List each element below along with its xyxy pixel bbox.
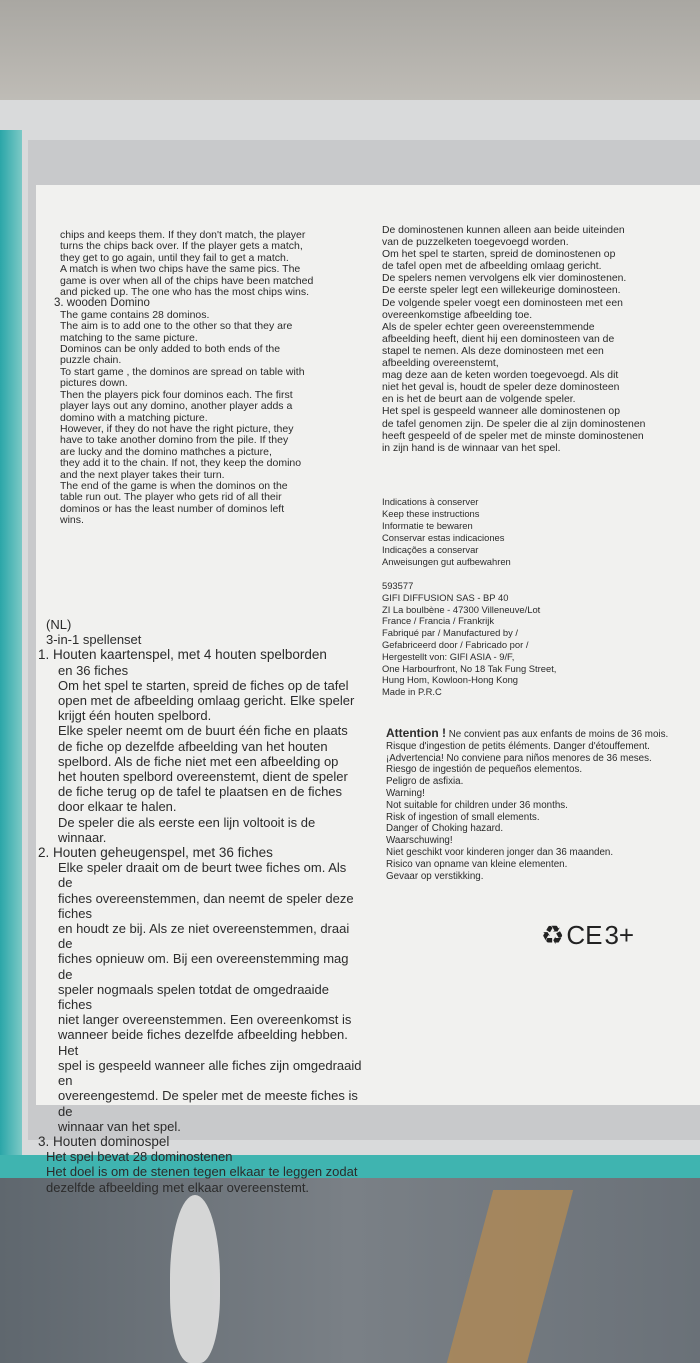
text-line: Not suitable for children under 36 months.	[386, 799, 568, 811]
text-line: domino with a matching picture.	[60, 411, 208, 424]
text-line: Gevaar op verstikking.	[386, 870, 484, 882]
text-line: de tafel open met de afbeelding omlaag gericht.	[382, 261, 602, 273]
text-line: Het spel bevat 28 dominostenen	[46, 1149, 233, 1165]
text-line: matching to the same picture.	[60, 331, 198, 344]
text-line: Hergestellt von: GIFI ASIA - 9/F,	[382, 650, 515, 662]
text-line: Risk of ingestion of small elements.	[386, 811, 540, 823]
text-line: De speler die als eerste een lijn voltooit is de winnaar.	[58, 814, 316, 845]
text-line: wins.	[60, 514, 84, 527]
text-line: Anweisungen gut aufbewahren	[382, 556, 511, 568]
text-line: Als de speler echter geen overeenstemmende	[382, 321, 595, 333]
text-line: De spelers nemen vervolgens elk vier dominostenen.	[382, 273, 627, 285]
text-line: door elkaar te halen.	[58, 799, 177, 815]
text-line: niet het geval is, houdt de speler deze dominosteen	[382, 382, 620, 394]
compliance-marks	[541, 920, 636, 951]
text-line: Conservar estas indicaciones	[382, 532, 505, 544]
memory-game-continued	[60, 230, 350, 298]
text-line: overeengestemd. De speler met de meeste fiches is de	[58, 1088, 358, 1119]
safety-warning	[386, 728, 700, 882]
text-line: Om het spel te starten, spreid de fiches op de tafel	[58, 677, 349, 693]
text-line: en 36 fiches	[58, 662, 129, 678]
text-line: wanneer beide fiches dezelfde afbeelding hebben. Het	[58, 1027, 348, 1058]
text-line: One Harbourfront, No 18 Tak Fung Street,	[382, 662, 557, 674]
warning-title: Attention !	[386, 726, 446, 740]
text-line: heeft gespeeld of de speler met de minste dominostenen	[382, 430, 644, 442]
text-line: and picked up. The one who has the most chips wins.	[60, 286, 310, 299]
text-line: open met de afbeelding omlaag gericht. Elke speler	[58, 693, 355, 709]
text-line: afbeelding heeft, dient hij een dominosteen van de	[382, 333, 615, 345]
text-line: puzzle chain.	[60, 354, 122, 367]
text-line: en houdt ze bij. Als ze niet overeenstemmen, draai de	[58, 921, 350, 952]
text-line: player lays out any domino, another player adds a	[60, 400, 293, 413]
text-line: Riesgo de ingestión de pequeños elementos.	[386, 764, 583, 776]
floor-rug	[0, 1178, 700, 1363]
text-line: het houten spelbord overeenstemt, dient de speler	[58, 769, 348, 785]
ce-mark: CE	[566, 920, 603, 950]
text-line: pictures down.	[60, 377, 128, 390]
text-line: Made in P.R.C	[382, 686, 442, 698]
text-line: Elke speler neemt om de buurt één fiche en plaats	[58, 723, 348, 739]
text-line: Hung Hom, Kowloon-Hong Kong	[382, 674, 519, 686]
text-line: Warning!	[386, 787, 425, 799]
section-3-body	[46, 1149, 364, 1195]
text-line: they add it to the chain. If not, they keep the domino	[60, 457, 302, 470]
text-line: winnaar van het spel.	[58, 1118, 181, 1134]
age-mark: 3+	[604, 920, 635, 950]
domino-heading-en: 3. wooden Domino	[54, 297, 150, 310]
text-line: Elke speler draait om de beurt twee fiches om. Als de	[58, 860, 347, 891]
text-line: 593577	[382, 580, 414, 591]
text-line: The game contains 28 dominos.	[60, 308, 210, 321]
text-line: afbeelding overeenstemt,	[382, 358, 499, 370]
section-1-heading: 1. Houten kaartenspel, met 4 houten spelborden	[38, 647, 327, 663]
text-line: Peligro de asfixia.	[386, 776, 464, 788]
text-line: in zijn hand is de winnaar van het spel.	[382, 442, 561, 454]
text-line: fiches opnieuw om. Bij een overeenstemming mag de	[58, 951, 349, 982]
text-line: Waarschuwing!	[386, 835, 453, 847]
text-line: stapel te nemen. Als deze dominosteen met een	[382, 345, 604, 357]
text-line: de fiche terug op de tafel te plaatsen en de fiches	[58, 784, 343, 800]
text-line: Gefabriceerd door / Fabricado por /	[382, 638, 529, 650]
text-line: turns the chips back over. If the player gets a match,	[60, 240, 303, 253]
text-line: However, if they do not have the right picture, they	[60, 422, 294, 435]
text-line: Het spel is gespeeld wanneer alle dominostenen op	[382, 406, 620, 418]
text-line: overeenkomstige afbeelding toe.	[382, 309, 533, 321]
text-line: Informatie te bewaren	[382, 520, 473, 532]
section-3-heading: 3. Houten dominospel	[38, 1133, 170, 1149]
text-line: Fabriqué par / Manufactured by /	[382, 627, 519, 639]
text-line: are lucky and the domino mathches a picture,	[60, 445, 272, 458]
text-line: De volgende speler voegt een dominosteen met een	[382, 297, 623, 309]
domino-rules-en	[60, 310, 350, 527]
dutch-instructions	[38, 617, 364, 1195]
keep-instructions	[382, 496, 682, 569]
text-line: Indicações a conservar	[382, 544, 479, 556]
text-line: Niet geschikt voor kinderen jonger dan 36 maanden.	[386, 846, 614, 858]
text-line: mag deze aan de keten worden toegevoegd. Als dit	[382, 370, 619, 382]
text-line: Danger of Choking hazard.	[386, 823, 504, 835]
text-line: Keep these instructions	[382, 508, 480, 520]
text-line: van de puzzelketen toegevoegd worden.	[382, 237, 569, 249]
section-1-body	[46, 663, 364, 845]
text-line: they get to go again, until they fail to get a match.	[60, 251, 289, 264]
text-line: Dominos can be only added to both ends of the	[60, 343, 281, 356]
language-code: (NL)	[46, 617, 72, 632]
text-line: The aim is to add one to the other so that they are	[60, 320, 293, 333]
text-line: A match is when two chips have the same pics. The	[60, 263, 301, 276]
text-line: de tafel genomen zijn. De speler die al zijn dominostenen	[382, 418, 646, 430]
text-line: dezelfde afbeelding met elkaar overeenstemt.	[46, 1179, 310, 1195]
text-line: have to take another domino from the pile. If they	[60, 434, 289, 447]
dutch-domino-rules	[382, 225, 692, 455]
text-line: Het doel is om de stenen tegen elkaar te leggen zodat	[46, 1164, 358, 1180]
text-line: France / Francia / Frankrijk	[382, 615, 495, 627]
text-line: De dominostenen kunnen alleen aan beide uiteinden	[382, 225, 625, 236]
text-line: Om het spel te starten, spreid de dominostenen op	[382, 249, 616, 261]
text-line: ZI La boulbène - 47300 Villeneuve/Lot	[382, 603, 541, 615]
text-line: and the next player takes their turn.	[60, 468, 225, 481]
text-line: De eerste speler legt een willekeurige dominosteen.	[382, 285, 621, 297]
text-line: GIFI DIFFUSION SAS - BP 40	[382, 591, 509, 603]
text-line: To start game , the dominos are spread on table with	[60, 365, 305, 378]
text-line: The end of the game is when the dominos on the	[60, 479, 288, 492]
rug-leaf-pattern	[170, 1195, 220, 1363]
box-edge-left	[0, 130, 22, 1170]
text-line: spelbord. Als de fiche niet met een afbeelding op	[58, 753, 339, 769]
text-line: speler nogmaals spelen totdat de omgedraaide fiches	[58, 981, 330, 1013]
text-line: de fiche op dezelfde afbeelding van het houten	[58, 738, 328, 754]
text-line: ¡Advertencia! No conviene para niños menores de 36 meses.	[386, 752, 652, 764]
text-line: Risque d'ingestion de petits éléments. Danger d'étouffement.	[386, 740, 650, 752]
manufacturer-address	[382, 580, 682, 698]
section-2-body	[46, 860, 364, 1134]
text-line: game is over when all of the chips have been matched	[60, 274, 314, 287]
text-line: chips and keeps them. If they don't match, the player	[60, 229, 306, 241]
text-line: en is het de beurt aan de volgende speler.	[382, 394, 576, 406]
text-line: Then the players pick four dominos each. The first	[60, 388, 293, 401]
section-2-heading: 2. Houten geheugenspel, met 36 fiches	[38, 845, 273, 861]
english-instructions	[54, 229, 350, 527]
recycle-icon: ♻	[541, 920, 565, 950]
text-line: fiches overeenstemmen, dan neemt de speler deze fiches	[58, 890, 354, 921]
text-line: krijgt één houten spelbord.	[58, 708, 212, 724]
text-line: dominos or has the least number of dominos left	[60, 502, 285, 515]
text-line: niet langer overeenstemmen. Een overeenkomst is	[58, 1012, 352, 1028]
text-line: table run out. The player who gets rid of all their	[60, 491, 282, 504]
warning-heading	[386, 728, 700, 741]
text-line: spel is gespeeld wanneer alle fiches zijn omgedraaid en	[58, 1057, 362, 1089]
text-line: Risico van opname van kleine elementen.	[386, 858, 568, 870]
set-title: 3-in-1 spellenset	[46, 632, 142, 648]
warning-first-line: Ne convient pas aux enfants de moins de 36 mois.	[448, 729, 669, 740]
text-line: Indications à conserver	[382, 496, 479, 507]
